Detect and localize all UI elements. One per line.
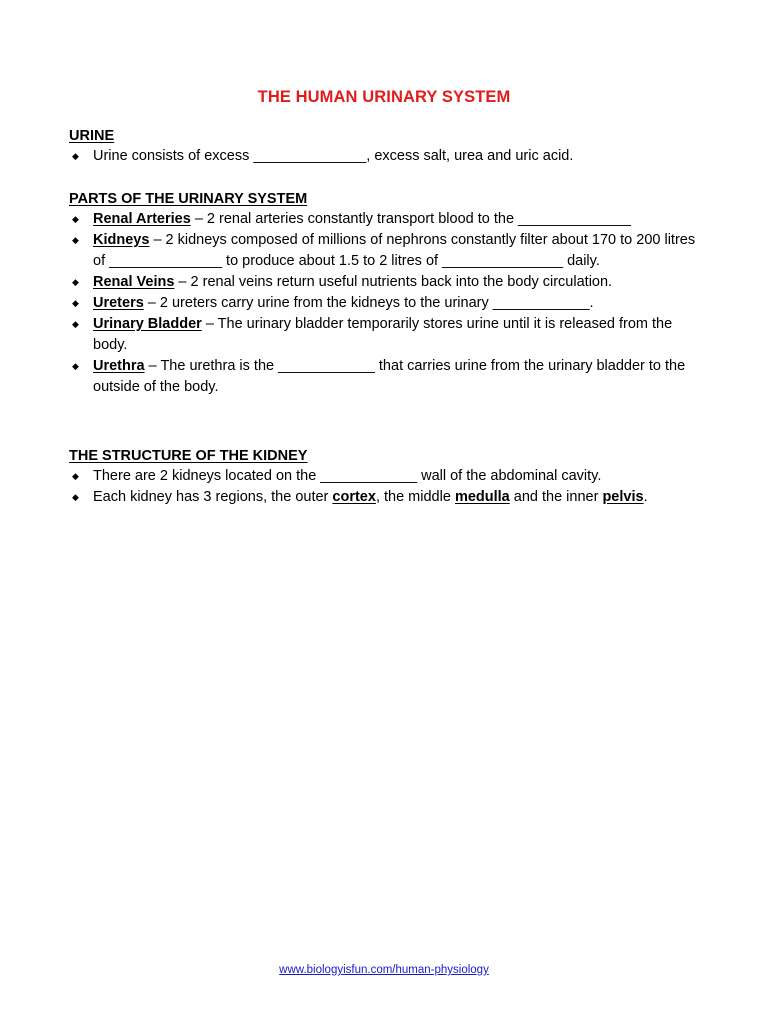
term-urinary-bladder: Urinary Bladder — [93, 316, 202, 332]
section-parts — [69, 189, 709, 398]
parts-list — [69, 209, 709, 398]
list-item — [69, 230, 709, 272]
list-item — [69, 146, 709, 167]
item-text: . — [643, 489, 648, 505]
diamond-bullet-icon: ◆ — [72, 471, 79, 481]
term-cortex: cortex — [332, 489, 376, 505]
section-heading-urine: URINE — [69, 128, 115, 144]
item-text: – The urethra is the ____________ that carries urine from the urinary bladder to the outside of the body. — [93, 358, 686, 395]
item-text: , the middle — [375, 489, 455, 505]
term-renal-veins: Renal Veins — [93, 274, 175, 290]
section-heading-parts: PARTS OF THE URINARY SYSTEM — [69, 191, 308, 207]
list-item — [69, 356, 709, 398]
diamond-bullet-icon: ◆ — [72, 277, 79, 287]
list-item — [69, 209, 709, 230]
diamond-bullet-icon: ◆ — [72, 151, 79, 161]
item-text: – 2 kidneys composed of millions of nephrons constantly filter about 170 to 200 litres of ______________ to produce about 1.5 to 2 litres of _______________ daily. — [93, 232, 696, 269]
list-item — [69, 466, 709, 487]
section-urine — [69, 126, 709, 167]
list-item — [69, 314, 709, 356]
term-medulla: medulla — [454, 489, 510, 505]
page-title: THE HUMAN URINARY SYSTEM — [257, 88, 511, 106]
item-text: – 2 renal arteries constantly transport blood to the ______________ — [190, 211, 631, 227]
item-text: – 2 renal veins return useful nutrients back into the body circulation. — [174, 274, 613, 290]
item-text: and the inner — [509, 489, 603, 505]
term-pelvis: pelvis — [602, 489, 644, 505]
item-text: There are 2 kidneys located on the ____________ wall of the abdominal cavity. — [93, 468, 602, 484]
diamond-bullet-icon: ◆ — [72, 235, 79, 245]
diamond-bullet-icon: ◆ — [72, 361, 79, 371]
section-structure — [69, 446, 709, 508]
footer-link[interactable]: www.biologyisfun.com/human-physiology — [279, 964, 489, 976]
diamond-bullet-icon: ◆ — [72, 214, 79, 224]
urine-list — [69, 146, 709, 167]
structure-list — [69, 466, 709, 508]
term-renal-arteries: Renal Arteries — [93, 211, 191, 227]
term-urethra: Urethra — [93, 358, 145, 374]
diamond-bullet-icon: ◆ — [72, 298, 79, 308]
list-item — [69, 487, 709, 508]
item-text: – The urinary bladder temporarily stores urine until it is released from the body. — [93, 316, 673, 353]
term-kidneys: Kidneys — [93, 232, 150, 248]
item-text: – 2 ureters carry urine from the kidneys to the urinary ____________. — [143, 295, 594, 311]
footer — [0, 964, 768, 976]
term-ureters: Ureters — [93, 295, 144, 311]
item-text: Urine consists of excess ______________, excess salt, urea and uric acid. — [93, 148, 574, 164]
item-text: Each kidney has 3 regions, the outer — [93, 489, 333, 505]
list-item — [69, 293, 709, 314]
list-item — [69, 272, 709, 293]
diamond-bullet-icon: ◆ — [72, 319, 79, 329]
diamond-bullet-icon: ◆ — [72, 492, 79, 502]
section-heading-structure: THE STRUCTURE OF THE KIDNEY — [69, 448, 308, 464]
